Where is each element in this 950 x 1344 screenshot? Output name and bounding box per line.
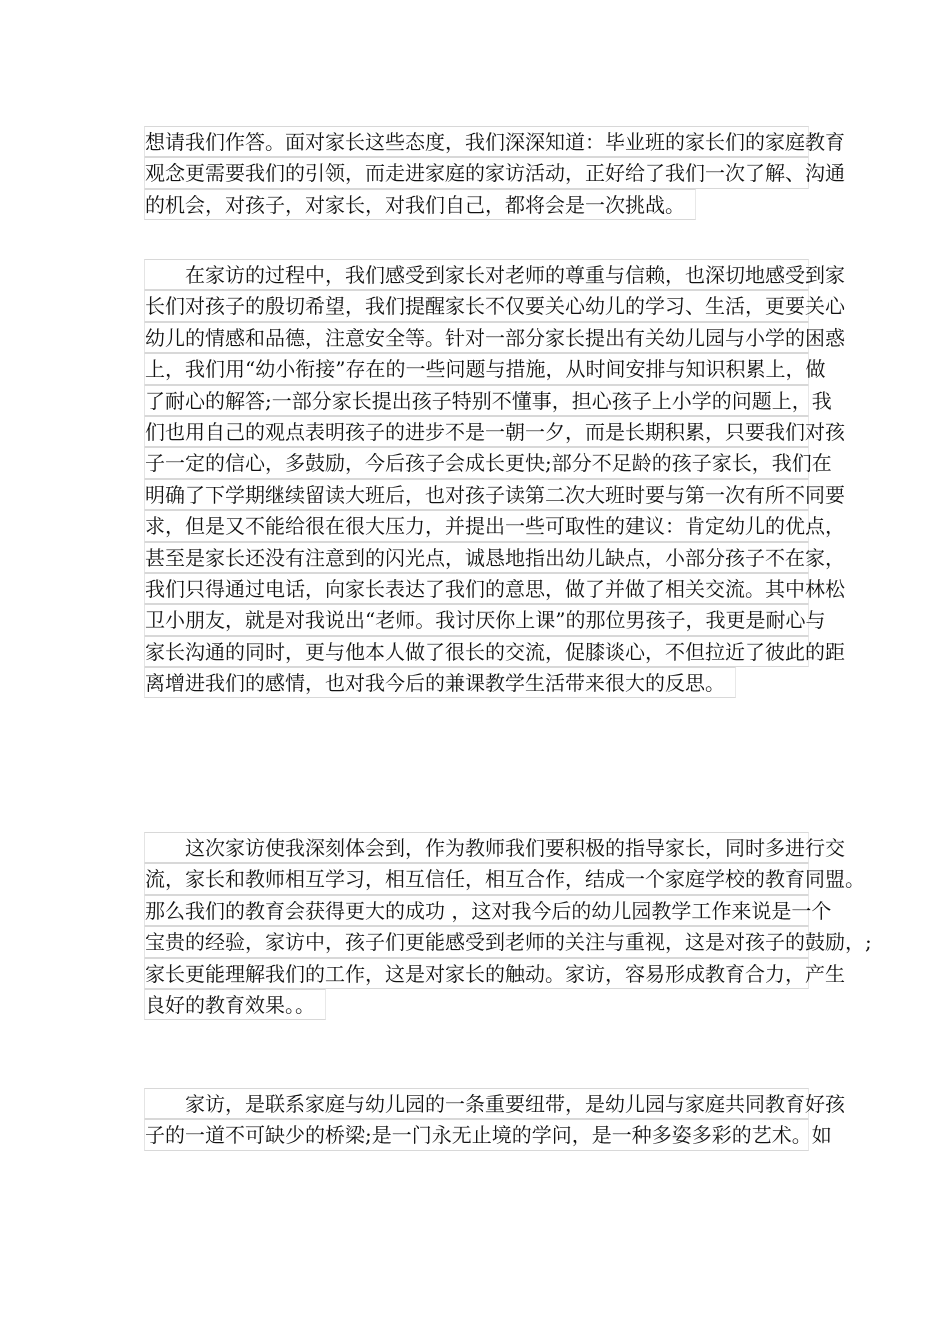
- text-line: 宝贵的经验，家访中，孩子们更能感受到老师的关注与重视，这是对孩子的鼓励，;: [144, 926, 809, 957]
- text-line: 家长更能理解我们的工作，这是对家长的触动。家访，容易形成教育合力，产生: [144, 958, 809, 989]
- text-line: 这次家访使我深刻体会到，作为教师我们要积极的指导家长，同时多进行交: [144, 832, 809, 863]
- text-line: 长们对孩子的殷切希望，我们提醒家长不仅要关心幼儿的学习、生活，更要关心: [144, 290, 809, 321]
- text-line: 我们只得通过电话，向家长表达了我们的意思，做了并做了相关交流。其中林松: [144, 573, 809, 604]
- text-line: 甚至是家长还没有注意到的闪光点，诚恳地指出幼儿缺点，小部分孩子不在家，: [144, 542, 809, 573]
- text-line: 上，我们用“幼小衔接”存在的一些问题与措施，从时间安排与知识积累上，做: [144, 353, 809, 384]
- text-line: 家长沟通的同时，更与他本人做了很长的交流，促膝谈心，不但拉近了彼此的距: [144, 636, 809, 667]
- text-line: 们也用自己的观点表明孩子的进步不是一朝一夕，而是长期积累，只要我们对孩: [144, 416, 809, 447]
- text-line: 在家访的过程中，我们感受到家长对老师的尊重与信赖，也深切地感受到家: [144, 259, 809, 290]
- text-line: 家访，是联系家庭与幼儿园的一条重要纽带，是幼儿园与家庭共同教育好孩: [144, 1088, 809, 1119]
- text-line: 的机会，对孩子，对家长，对我们自己，都将会是一次挑战。: [144, 189, 696, 220]
- text-line: 卫小朋友，就是对我说出“老师。我讨厌你上课”的那位男孩子，我更是耐心与: [144, 604, 809, 635]
- text-line: 良好的教育效果。。: [144, 989, 326, 1020]
- text-line: 明确了下学期继续留读大班后，也对孩子读第二次大班时要与第一次有所不同要: [144, 479, 809, 510]
- text-line: 观念更需要我们的引领，而走进家庭的家访活动，正好给了我们一次了解、沟通: [144, 157, 809, 188]
- text-line: 了耐心的解答;一部分家长提出孩子特别不懂事，担心孩子上小学的问题上，我: [144, 385, 809, 416]
- text-line: 想请我们作答。面对家长这些态度，我们深深知道：毕业班的家长们的家庭教育: [144, 126, 809, 157]
- text-line: 那么我们的教育会获得更大的成功 ，这对我今后的幼儿园教学工作来说是一个: [144, 895, 809, 926]
- text-line: 幼儿的情感和品德，注意安全等。针对一部分家长提出有关幼儿园与小学的困惑: [144, 322, 809, 353]
- text-line: 子一定的信心，多鼓励，今后孩子会成长更快;部分不足龄的孩子家长，我们在: [144, 447, 809, 478]
- paragraph-3: [144, 832, 872, 1020]
- paragraph-2: [144, 259, 845, 698]
- text-line: 流，家长和教师相互学习，相互信任，相互合作，结成一个家庭学校的教育同盟。: [144, 863, 809, 894]
- text-line: 离增进我们的感情，也对我今后的兼课教学生活带来很大的反思。: [144, 667, 736, 698]
- paragraph-4: [144, 1088, 845, 1151]
- text-line: 子的一道不可缺少的桥梁;是一门永无止境的学问，是一种多姿多彩的艺术。如: [144, 1119, 809, 1150]
- paragraph-1: [144, 126, 845, 220]
- text-line: 求，但是又不能给很在很大压力，并提出一些可取性的建议：肯定幼儿的优点，: [144, 510, 809, 541]
